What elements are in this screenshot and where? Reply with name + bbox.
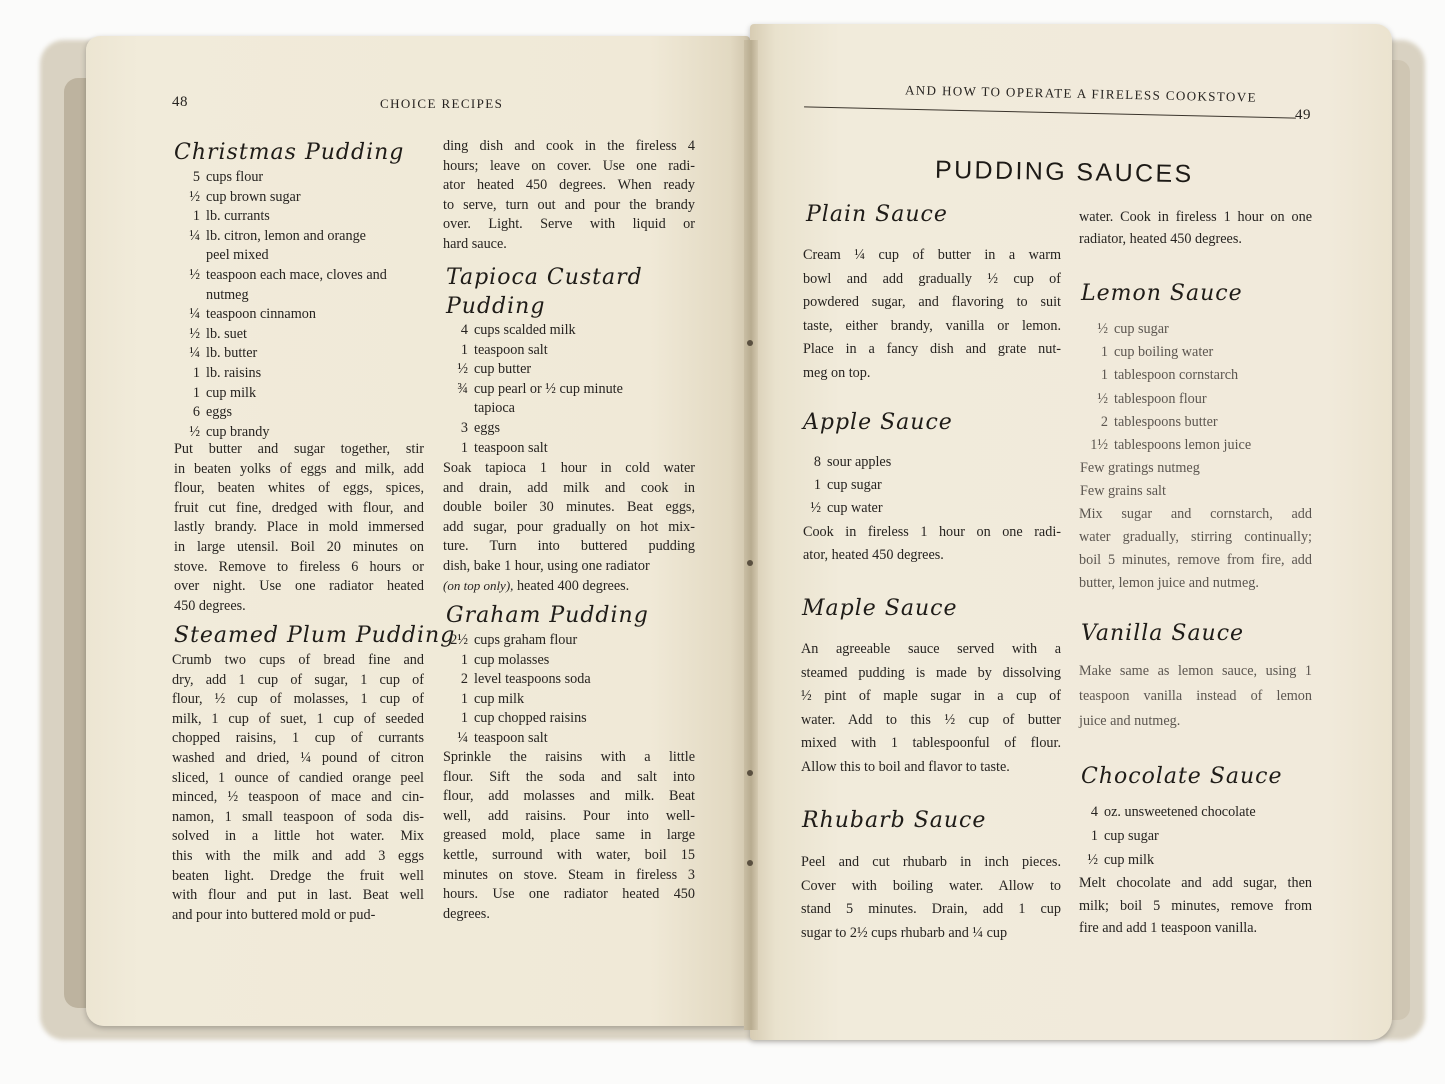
text-line: in beaten yolks of eggs and milk, add: [174, 460, 424, 477]
graham-ingredients: [440, 631, 695, 749]
text-line: Soak tapioca 1 hour in cold water: [443, 460, 695, 476]
ingredient-quantity: 6: [192, 404, 200, 421]
ingredient-text: cup brown sugar: [206, 188, 301, 205]
ingredient-text: cup brandy: [206, 423, 270, 440]
text-line: minced, ½ teaspoon of mace and cin-: [172, 789, 424, 806]
text-line: hard sauce.: [443, 235, 507, 252]
vanilla-sauce-title: Vanilla Sauce: [1081, 621, 1245, 646]
plain-sauce-title: Plain Sauce: [806, 202, 948, 227]
tapioca-directions: [443, 459, 695, 577]
rhubarb-sauce-title: Rhubarb Sauce: [802, 808, 987, 833]
ingredient-line: [172, 168, 428, 188]
lemon-sauce-title: Lemon Sauce: [1081, 281, 1243, 306]
maple-sauce-directions: [801, 638, 1061, 779]
ingredient-line: [440, 419, 695, 439]
text-line: ½ pint of maple sugar in a cup of: [801, 688, 1061, 704]
apple-sauce-ingredients: [793, 451, 1033, 520]
text-line: Few grains salt: [1080, 483, 1166, 500]
text-line: well, add raisins. Pour into well-: [443, 807, 695, 824]
ingredient-quantity: ½: [189, 423, 200, 440]
text-line: this with the milk and add 3 eggs: [172, 847, 424, 864]
text-line: water. Cook in fireless 1 hour on one: [1079, 209, 1312, 225]
ingredient-quantity: 1: [192, 208, 200, 225]
ingredient-quantity: 1: [192, 384, 200, 401]
steamed-plum-title: Steamed Plum Pudding: [174, 623, 456, 648]
text-line: chopped raisins, 1 cup of currants: [172, 730, 424, 747]
ingredient-quantity: 1: [1100, 367, 1108, 384]
ingredient-line: [172, 246, 428, 266]
text-line: ator heated 450 degrees. When ready: [443, 177, 695, 194]
section-title: PUDDING SAUCES: [934, 155, 1194, 189]
ingredient-line: [440, 321, 695, 341]
ingredient-text: tablespoons lemon juice: [1114, 437, 1252, 454]
text-line: over night. Use one radiator heated: [174, 578, 424, 595]
ingredient-quantity: ¼: [189, 227, 200, 244]
text-line: Peel and cut rhubarb in inch pieces.: [801, 854, 1061, 870]
text-line: Allow this to boil and flavor to taste.: [801, 758, 1010, 775]
ingredient-text: lb. currants: [206, 208, 270, 225]
text-line: stove. Remove to fireless 6 hours or: [174, 558, 424, 575]
right-page-number: 49: [1295, 107, 1311, 123]
ingredient-line: [172, 344, 428, 364]
text-line: Crumb two cups of bread fine and: [172, 652, 424, 668]
chocolate-sauce-title: Chocolate Sauce: [1081, 764, 1283, 789]
ingredient-text: teaspoon cinnamon: [206, 306, 316, 323]
ingredient-text: eggs: [206, 404, 233, 421]
maple-sauce-title: Maple Sauce: [802, 596, 958, 621]
lemon-sauce-ingredients: [1080, 318, 1312, 504]
right-running-head: AND HOW TO OPERATE A FIRELESS COOKSTOVE: [904, 82, 1258, 105]
ingredient-line: [793, 451, 1033, 474]
text-line: Place in a fancy dish and grate nut-: [803, 341, 1061, 357]
ingredient-text: cups graham flour: [474, 632, 578, 648]
ingredient-line: [440, 380, 695, 400]
ingredient-text: sour apples: [827, 454, 892, 470]
ingredient-quantity: ½: [457, 361, 468, 378]
ingredient-text: lb. butter: [206, 345, 258, 362]
plum-directions: [172, 651, 424, 925]
text-line: milk, 1 cup of suet, 1 cup of seeded: [172, 710, 424, 727]
apple-sauce-directions: [803, 521, 1061, 567]
ingredient-quantity: 1: [813, 477, 821, 493]
ingredient-line: [172, 325, 428, 345]
ingredient-line: [793, 474, 1033, 497]
text-line: degrees.: [443, 905, 490, 922]
text-line: Melt chocolate and add sugar, then: [1079, 875, 1312, 891]
text-line: bowl and add gradually ½ cup of: [803, 270, 1061, 287]
ingredient-quantity: 1: [1090, 828, 1098, 844]
ingredient-line: [172, 227, 428, 247]
lemon-sauce-directions: [1079, 503, 1312, 595]
ingredient-text: cup milk: [206, 384, 257, 401]
text-line: lastly brandy. Place in mold immersed: [174, 519, 424, 536]
ingredient-text: cup water: [827, 500, 883, 516]
ingredient-text: cup milk: [1104, 852, 1155, 868]
text-line: water. Add to this ½ cup of butter: [801, 711, 1061, 728]
rhubarb-continued: [1079, 206, 1312, 250]
ingredient-quantity: ½: [1097, 321, 1108, 337]
ingredient-text: lb. raisins: [206, 364, 262, 381]
book-spine: [744, 40, 758, 1030]
ingredient-line: [172, 266, 428, 286]
tapioca-ingredients: [440, 321, 695, 458]
ingredient-line: [1070, 848, 1310, 872]
text-line: hours; leave on cover. Use one radi-: [443, 157, 695, 174]
ingredient-text: peel mixed: [206, 247, 269, 264]
text-line: sugar to 2½ cups rhubarb and ¼ cup: [801, 924, 1008, 941]
text-line: Make same as lemon sauce, using 1: [1079, 663, 1312, 679]
plain-sauce-directions: [803, 244, 1061, 385]
ingredient-line: [440, 399, 695, 419]
tapioca-title-2: Pudding: [446, 294, 546, 319]
ingredient-line: [440, 670, 695, 690]
text-line: beaten light. Dredge the fruit well: [172, 867, 424, 884]
christmas-pudding-title: Christmas Pudding: [174, 140, 405, 165]
text-line: with flour and put in last. Beat well: [172, 887, 424, 904]
ingredient-text: cup sugar: [1104, 828, 1159, 844]
text-line: boil 5 minutes, remove from fire, add: [1079, 552, 1312, 568]
text-line: Cream ¼ cup of butter in a warm: [803, 247, 1061, 263]
text-line: stand 5 minutes. Drain, add 1 cup: [801, 901, 1061, 917]
text-line: double boiler 30 minutes. Beat eggs,: [443, 499, 695, 516]
ingredient-quantity: 2: [1100, 413, 1108, 430]
ingredient-quantity: ½: [1087, 852, 1098, 868]
text-line: and drain, add milk and cook in: [443, 479, 695, 496]
text-line: to serve, turn out and pour the brandy: [443, 196, 695, 213]
text-line: Few gratings nutmeg: [1080, 460, 1200, 477]
left-running-head: CHOICE RECIPES: [380, 96, 504, 111]
text-line: kettle, surround with water, boil 15: [443, 846, 695, 863]
text-line: An agreeable sauce served with a: [801, 641, 1061, 657]
ingredient-line: [440, 709, 695, 729]
text-line: namon, 1 small teaspoon of soda dis-: [172, 808, 424, 825]
ingredient-line: [440, 729, 695, 749]
ingredient-text: cups scalded milk: [474, 322, 576, 338]
ingredient-line: [1070, 824, 1310, 848]
ingredient-quantity: 8: [813, 454, 821, 470]
binding-hole: [747, 770, 753, 776]
christmas-ingredients: [172, 168, 428, 442]
ingredient-line: [440, 690, 695, 710]
ingredient-line: [172, 305, 428, 325]
text-line: dry, add 1 cup of sugar, 1 cup of: [172, 671, 424, 688]
ingredient-line: [172, 188, 428, 208]
ingredient-quantity: ½: [189, 266, 200, 283]
ingredient-text: tablespoon cornstarch: [1114, 367, 1239, 384]
ingredient-quantity: 1: [460, 690, 468, 707]
ingredient-quantity: ¾: [457, 380, 468, 397]
text-line: Put butter and sugar together, stir: [174, 441, 424, 457]
ingredient-line: [440, 360, 695, 380]
ingredient-text: tablespoon flour: [1114, 390, 1207, 407]
ingredient-line: [440, 651, 695, 671]
apple-sauce-title: Apple Sauce: [803, 410, 953, 435]
ingredient-line: [440, 341, 695, 361]
text-line: ture. Turn into buttered pudding: [443, 538, 695, 555]
ingredient-text: cup pearl or ½ cup minute: [474, 380, 623, 397]
text-line: meg on top.: [803, 364, 871, 381]
text-line: fruit cut fine, dredged with flour, and: [174, 499, 424, 516]
ingredient-quantity: 4: [1090, 804, 1098, 820]
ingredient-line: [440, 631, 695, 651]
ingredient-quantity: ¼: [189, 306, 200, 323]
ingredient-text: cups flour: [206, 169, 264, 185]
ingredient-quantity: 4: [460, 322, 468, 338]
text-line: milk; boil 5 minutes, remove from: [1079, 897, 1312, 914]
ingredient-text: oz. unsweetened chocolate: [1104, 804, 1256, 820]
text-line: ding dish and cook in the fireless 4: [443, 138, 695, 154]
text-line: over. Light. Serve with liquid or: [443, 216, 695, 233]
ingredient-quantity: 2: [460, 671, 468, 688]
ingredient-text: cup boiling water: [1114, 344, 1214, 361]
text-line: sliced, 1 ounce of candied orange peel: [172, 769, 424, 786]
ingredient-text: teaspoon salt: [474, 341, 548, 358]
text-line: hours. Use one radiator heated 450: [443, 886, 695, 903]
graham-title: Graham Pudding: [446, 603, 649, 628]
text-line: flour, add molasses and milk. Beat: [443, 788, 695, 805]
ingredient-quantity: 1: [460, 439, 468, 456]
text-line: Mix sugar and cornstarch, add: [1079, 506, 1312, 522]
left-page-number: 48: [172, 94, 188, 110]
ingredient-quantity: ¼: [457, 729, 468, 746]
text-line: teaspoon vanilla instead of lemon: [1079, 688, 1312, 704]
ingredient-quantity: 2½: [450, 632, 468, 648]
ingredient-line: [1080, 318, 1312, 341]
ingredient-text: cup chopped raisins: [474, 710, 587, 727]
ingredient-quantity: 1½: [1090, 437, 1108, 454]
ingredient-quantity: 3: [460, 419, 468, 436]
text-line: flour, ½ cup of molasses, 1 cup of: [172, 691, 424, 708]
text-line: 450 degrees.: [174, 597, 246, 614]
ingredient-text: teaspoon salt: [474, 729, 548, 746]
ingredient-line: [1080, 364, 1312, 387]
christmas-continued: [443, 137, 695, 255]
ingredient-quantity: 1: [460, 651, 468, 668]
ingredient-text: cup milk: [474, 690, 525, 707]
text-line: Cover with boiling water. Allow to: [801, 877, 1061, 894]
ingredient-quantity: 1: [1100, 344, 1108, 361]
ingredient-text: level teaspoons soda: [474, 671, 591, 688]
text-line: flour. Sift the soda and salt into: [443, 768, 695, 785]
text-line: washed and dried, ¼ pound of citron: [172, 749, 424, 766]
ingredient-line: [172, 364, 428, 384]
ingredient-quantity: 5: [192, 169, 200, 185]
ingredient-line: [172, 403, 428, 423]
chocolate-sauce-ingredients: [1070, 800, 1310, 872]
text-line: Sprinkle the raisins with a little: [443, 749, 695, 765]
text-line: juice and nutmeg.: [1079, 713, 1181, 729]
ingredient-line: [1080, 434, 1312, 457]
text-line: add sugar, pour gradually on hot mix-: [443, 518, 695, 535]
ingredient-text: cup butter: [474, 361, 532, 378]
ingredient-line: [793, 497, 1033, 520]
text-line: ator, heated 450 degrees.: [803, 547, 944, 563]
binding-hole: [747, 860, 753, 866]
ingredient-text: lb. suet: [206, 325, 247, 342]
ingredient-text: teaspoon salt: [474, 439, 548, 456]
text-line: Cook in fireless 1 hour on one radi-: [803, 524, 1061, 540]
ingredient-text: cup sugar: [827, 477, 882, 493]
vanilla-sauce-directions: [1079, 659, 1312, 734]
binding-hole: [747, 560, 753, 566]
text-line: solved in a little hot water. Mix: [172, 828, 424, 845]
text-line: powdered sugar, and flavoring to suit: [803, 294, 1061, 310]
binding-hole: [747, 340, 753, 346]
ingredient-quantity: 1: [460, 710, 468, 727]
ingredient-text: nutmeg: [206, 286, 249, 303]
christmas-directions: [174, 440, 424, 616]
ingredient-line: [1080, 411, 1312, 434]
ingredient-text: tablespoons butter: [1114, 413, 1218, 430]
ingredient-line: [1070, 800, 1310, 824]
text-line: minutes on stove. Steam in fireless 3: [443, 866, 695, 883]
ingredient-text: eggs: [474, 419, 501, 436]
ingredient-text: cup sugar: [1114, 321, 1169, 337]
ingredient-line: [172, 286, 428, 306]
text-line: taste, either brandy, vanilla or lemon.: [803, 317, 1061, 334]
text-line: greased mold, place same in large: [443, 827, 695, 844]
tapioca-last-line: (on top only), heated 400 degrees.: [443, 578, 630, 594]
text-line: in large utensil. Boil 20 minutes on: [174, 538, 424, 555]
ingredient-line: [1080, 388, 1312, 411]
ingredient-quantity: 1: [192, 364, 200, 381]
ingredient-quantity: ½: [189, 188, 200, 205]
ingredient-text: cup molasses: [474, 651, 550, 668]
ingredient-text: teaspoon each mace, cloves and: [206, 266, 387, 283]
text-line: radiator, heated 450 degrees.: [1079, 231, 1242, 247]
ingredient-text: tapioca: [474, 400, 515, 417]
text-line: fire and add 1 teaspoon vanilla.: [1079, 920, 1258, 936]
ingredient-quantity: ½: [189, 325, 200, 342]
ingredient-line: [172, 207, 428, 227]
text-line: butter, lemon juice and nutmeg.: [1079, 575, 1259, 591]
graham-directions: [443, 748, 695, 924]
ingredient-quantity: ½: [810, 500, 821, 516]
text-line: flour, beaten whites of eggs, spices,: [174, 480, 424, 497]
ingredient-line: [172, 384, 428, 404]
text-line: mixed with 1 tablespoonful of flour.: [801, 735, 1061, 751]
ingredient-quantity: ½: [1097, 390, 1108, 407]
text-line: steamed pudding is made by dissolving: [801, 664, 1061, 681]
text-line: water gradually, stirring continually;: [1079, 529, 1312, 545]
ingredient-line: [440, 439, 695, 459]
ingredient-quantity: ¼: [189, 345, 200, 362]
ingredient-quantity: 1: [460, 341, 468, 358]
text-line: dish, bake 1 hour, using one radiator: [443, 557, 650, 574]
text-line: and pour into buttered mold or pud-: [172, 906, 376, 923]
tapioca-title-1: Tapioca Custard: [446, 265, 643, 290]
ingredient-text: lb. citron, lemon and orange: [206, 227, 366, 244]
ingredient-line: [1080, 341, 1312, 364]
rhubarb-sauce-directions: [801, 851, 1061, 945]
chocolate-sauce-directions: [1079, 872, 1312, 940]
